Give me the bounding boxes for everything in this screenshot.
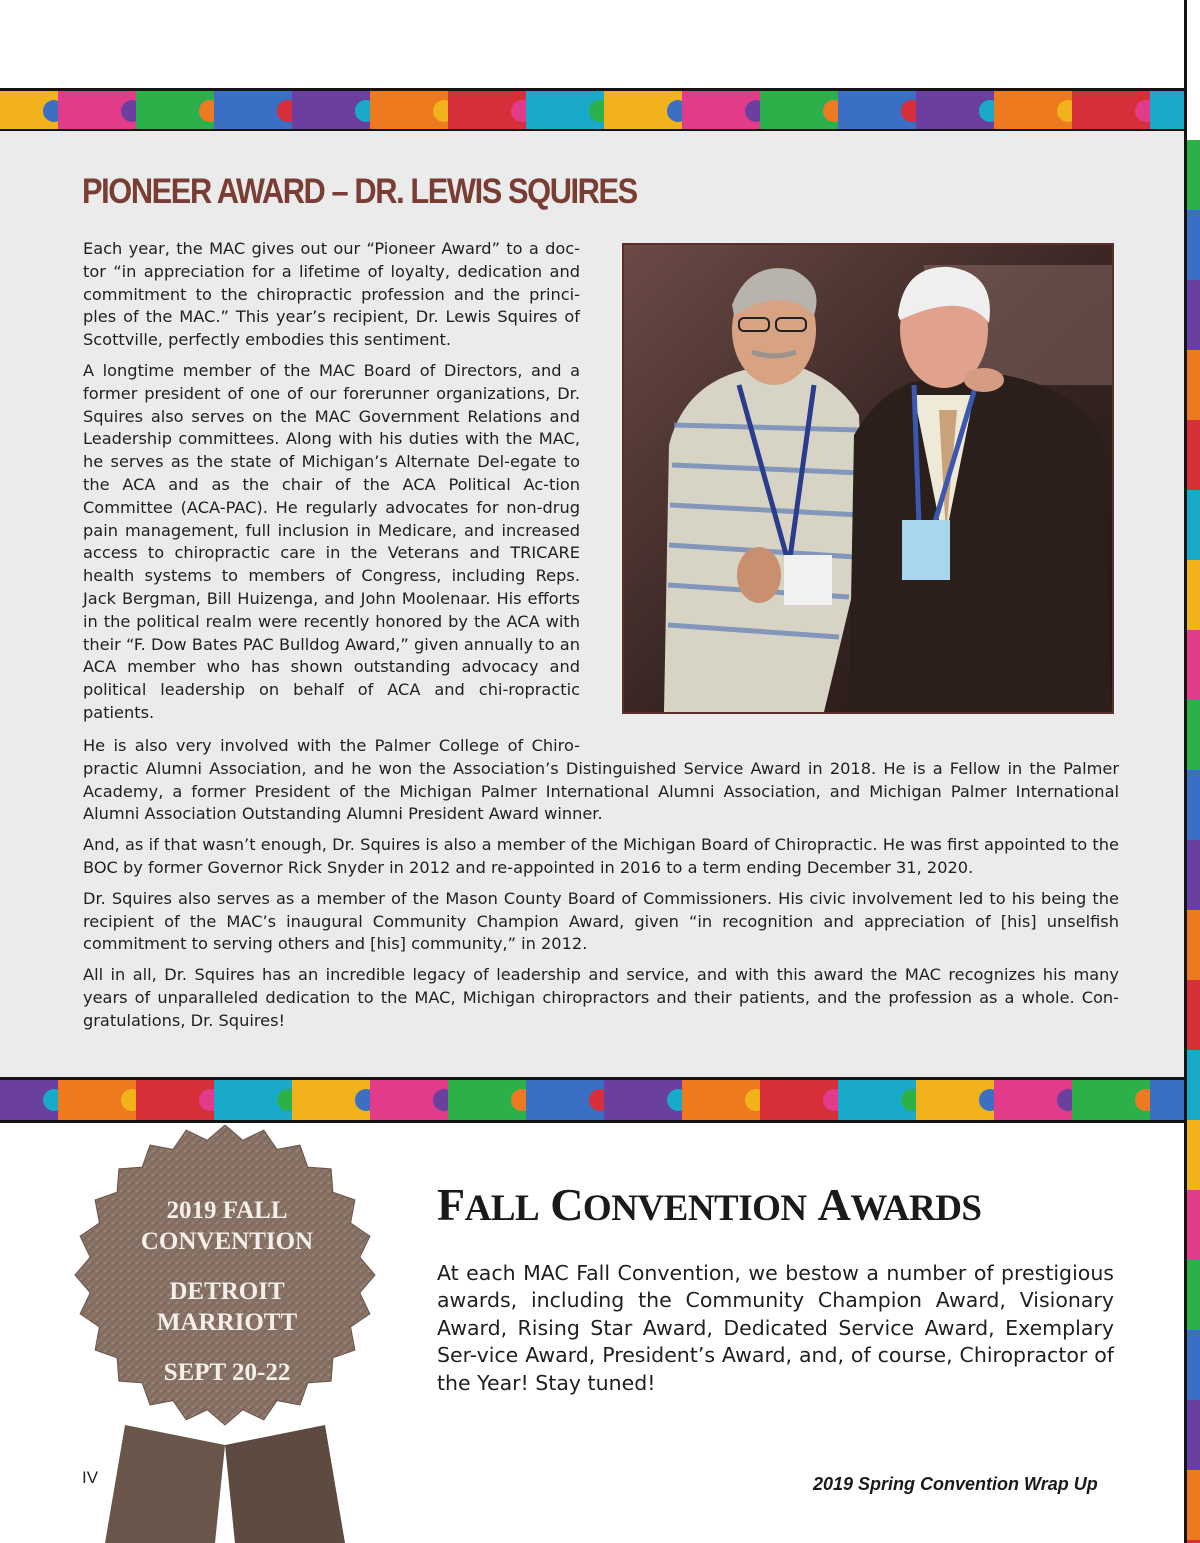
edge-tile	[1187, 1470, 1200, 1540]
edge-tile	[1187, 490, 1200, 560]
edge-tile	[1187, 910, 1200, 980]
edge-tile	[1187, 980, 1200, 1050]
paragraph-lead-line: He is also very involved with the Palmer College of Chiro-	[83, 736, 580, 755]
page-number: IV	[82, 1468, 99, 1487]
edge-tile	[1187, 350, 1200, 420]
edge-tile	[1187, 0, 1200, 70]
edge-tile	[1187, 210, 1200, 280]
puzzle-band-bottom	[0, 1080, 1184, 1120]
badge-line-venue: MARRIOTT	[156, 1309, 298, 1336]
edge-tile	[1187, 560, 1200, 630]
heading-smallcaps: ONVENTION	[582, 1188, 807, 1229]
paragraph: A longtime member of the MAC Board of Directors, and a former president of one of our forerunner organizations, Dr. Squires also serves on the MAC Government Relations and Leadership committees. Along with his duties with the MAC, he serves as the state of Michigan’s Alternate Del-egate to the ACA and as the chair of the ACA Political Ac-tion Committee (ACA-PAC). He regularly advocates for non-drug pain management, full inclusion in Medicare, and increased access to chiropractic care in the Veterans and TRICARE health systems to members of Congress, including Reps. Jack Bergman, Bill Huizenga, and John Moolenaar. His efforts in the political realm were recently honored by the ACA with their “F. Dow Bates PAC Bulldog Award,” given annually to an ACA member who has shown outstanding advocacy and political leadership on behalf of ACA and chi-ropractic patients.	[83, 360, 580, 722]
award-photo	[622, 243, 1114, 714]
edge-puzzle-strip	[1184, 0, 1200, 1543]
paragraph-continuation: practic Alumni Association, and he won the Association’s Distinguished Service Award in 2018. He is a Fellow in the Palmer Academy, a former President of the Michigan Palmer International Alumni Association, and Michigan Palmer International Alumni Association Outstanding Alumni President Award winner.	[83, 758, 1119, 824]
paragraph: Dr. Squires also serves as a member of the Mason County Board of Commissioners. His civic involvement led to his being the recipient of the MAC’s inaugural Community Champion Award, given “in recognition and appreciation of [his] unselfish commitment to serving others and [his] community,” in 2012.	[83, 888, 1119, 954]
edge-tile	[1187, 770, 1200, 840]
heading-cap: C	[550, 1179, 583, 1230]
edge-tile	[1187, 70, 1200, 140]
paragraph: Each year, the MAC gives out our “Pioneer Award” to a doc-tor “in appreciation for a lifetime of loyalty, dedication and commitment to the chiropractic profession and the princi-ples of the MAC.” This year’s recipient, Dr. Lewis Squires of Scottville, perfectly embodies this sentiment.	[83, 239, 580, 350]
edge-tile	[1187, 840, 1200, 910]
edge-tile	[1187, 1120, 1200, 1190]
edge-tile	[1187, 1400, 1200, 1470]
edge-tile	[1187, 140, 1200, 210]
edge-tile	[1187, 1050, 1200, 1120]
heading-cap: F	[437, 1179, 465, 1230]
puzzle-tile	[1150, 91, 1184, 131]
paragraph: All in all, Dr. Squires has an incredible legacy of leadership and service, and with this award the MAC recognizes his many years of unparalleled dedication to the MAC, Michigan chiropractors and their patients, and the profession as a whole. Con-gratulations, Dr. Squires!	[83, 965, 1119, 1030]
edge-tile	[1187, 280, 1200, 350]
edge-tile	[1187, 700, 1200, 770]
heading-smallcaps: ALL	[464, 1188, 540, 1229]
article-title: PIONEER AWARD – DR. LEWIS SQUIRES	[82, 172, 637, 211]
edge-tile	[1187, 1260, 1200, 1330]
article-column-full	[83, 735, 1119, 1041]
badge-line-dates: SEPT 20-22	[163, 1359, 291, 1386]
photo-illustration	[624, 245, 1112, 712]
puzzle-tile	[1150, 1080, 1184, 1120]
awards-description: At each MAC Fall Convention, we bestow a number of prestigious awards, including the Community Champion Award, Visionary Award, Rising Star Award, Dedicated Service Award, Exemplary Ser-vice Award, President’s Award, and, of course, Chiropractor of the Year! Stay tuned!	[437, 1261, 1114, 1395]
paragraph: And, as if that wasn’t enough, Dr. Squires is also a member of the Michigan Board of Chiropractic. He was first appointed to the BOC by former Governor Rick Snyder in 2012 and re-appointed in 2016 to a term ending December 31, 2020.	[83, 835, 1119, 877]
edge-tile	[1187, 1330, 1200, 1400]
edge-tile	[1187, 630, 1200, 700]
edge-tile	[1187, 420, 1200, 490]
edge-tile	[1187, 1190, 1200, 1260]
awards-heading	[437, 1178, 982, 1231]
paragraph	[83, 735, 1119, 826]
badge-line-city: DETROIT	[169, 1278, 285, 1305]
badge-line-convention: CONVENTION	[140, 1228, 314, 1255]
article-column-left	[83, 238, 580, 733]
puzzle-band-top	[0, 91, 1184, 131]
publication-footer: 2019 Spring Convention Wrap Up	[813, 1474, 1098, 1494]
heading-cap: A	[817, 1179, 851, 1230]
badge-line-event: 2019 FALL	[166, 1197, 288, 1224]
heading-smallcaps: WARDS	[850, 1188, 982, 1229]
